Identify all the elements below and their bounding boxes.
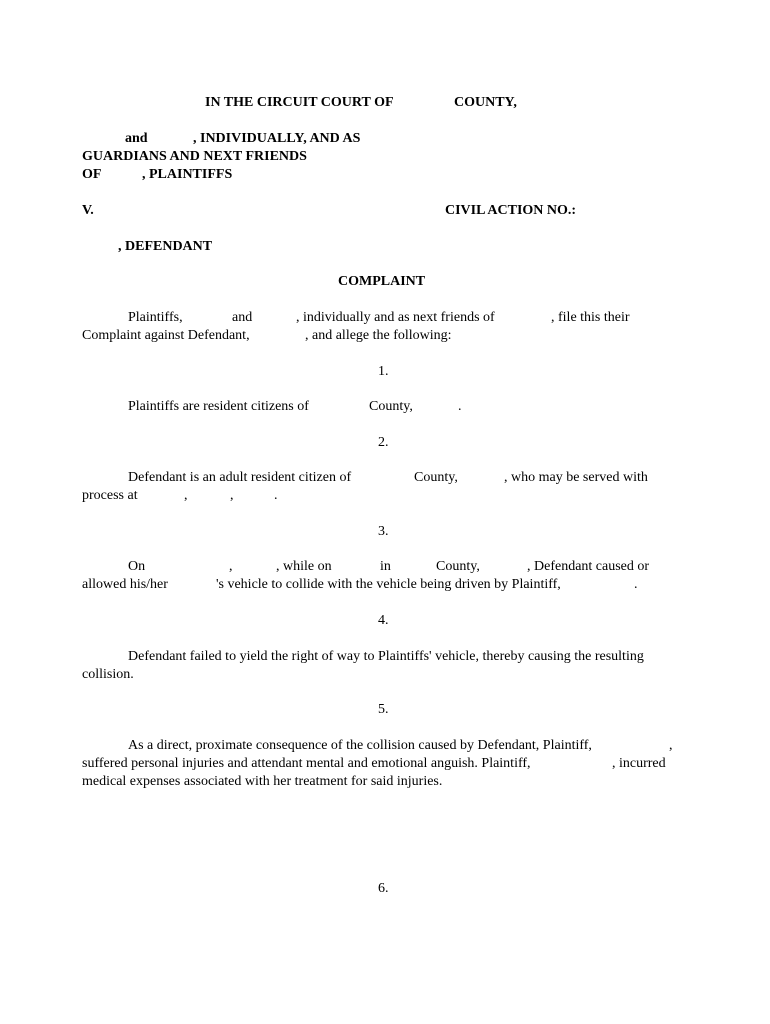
intro-allege: , and allege the following:	[305, 328, 452, 343]
p3-while: , while on	[276, 559, 332, 574]
civil-action-number: CIVIL ACTION NO.:	[445, 203, 577, 218]
p5-line-1b: ,	[669, 738, 673, 753]
p2-text-e: ,	[184, 488, 188, 503]
intro-file: , file this their	[551, 310, 630, 325]
p5-line-2b: , incurred	[612, 756, 666, 771]
document-title: COMPLAINT	[338, 274, 426, 289]
p1-text-b: County,	[369, 399, 413, 414]
intro-and: and	[232, 310, 253, 325]
p2-text-b: County,	[414, 470, 458, 485]
defendant-label: , DEFENDANT	[118, 239, 213, 254]
paragraph-number-6: 6.	[378, 881, 389, 896]
p3-allowed: allowed his/her	[82, 577, 168, 592]
p5-line-2a: suffered personal injuries and attendant mental and emotional anguish. Plaintiff,	[82, 756, 531, 771]
paragraph-number-5: 5.	[378, 702, 389, 717]
p1-text-c: .	[458, 399, 462, 414]
p1-text-a: Plaintiffs are resident citizens of	[128, 399, 309, 414]
p2-text-f: ,	[230, 488, 234, 503]
plaintiff-individually: , INDIVIDUALLY, AND AS	[193, 131, 361, 146]
p3-vehicle: 's vehicle to collide with the vehicle being driven by Plaintiff,	[216, 577, 561, 592]
p3-comma: ,	[229, 559, 233, 574]
paragraph-number-3: 3.	[378, 524, 389, 539]
p4-line-1: Defendant failed to yield the right of way to Plaintiffs' vehicle, thereby causing the resulting	[128, 649, 644, 664]
court-heading-right: COUNTY,	[454, 95, 517, 110]
p4-line-2: collision.	[82, 667, 134, 682]
paragraph-number-2: 2.	[378, 435, 389, 450]
paragraph-number-1: 1.	[378, 364, 389, 379]
versus: V.	[82, 203, 94, 218]
intro-individually: , individually and as next friends of	[296, 310, 495, 325]
p3-end: .	[634, 577, 638, 592]
p3-in: in	[380, 559, 391, 574]
p2-text-d: process at	[82, 488, 138, 503]
p2-text-g: .	[274, 488, 278, 503]
p5-line-1a: As a direct, proximate consequence of the collision caused by Defendant, Plaintiff,	[128, 738, 592, 753]
plaintiff-guardians: GUARDIANS AND NEXT FRIENDS	[82, 149, 307, 164]
p2-text-c: , who may be served with	[504, 470, 648, 485]
p5-line-3: medical expenses associated with her treatment for said injuries.	[82, 774, 443, 789]
plaintiffs-label: , PLAINTIFFS	[142, 167, 233, 182]
p3-county: County,	[436, 559, 480, 574]
plaintiff-of: OF	[82, 167, 102, 182]
paragraph-number-4: 4.	[378, 613, 389, 628]
p3-on: On	[128, 559, 146, 574]
p2-text-a: Defendant is an adult resident citizen of	[128, 470, 352, 485]
p3-defendant: , Defendant caused or	[527, 559, 650, 574]
court-heading-left: IN THE CIRCUIT COURT OF	[205, 95, 394, 110]
plaintiff-and: and	[125, 131, 148, 146]
intro-plaintiffs: Plaintiffs,	[128, 310, 183, 325]
intro-complaint-against: Complaint against Defendant,	[82, 328, 250, 343]
